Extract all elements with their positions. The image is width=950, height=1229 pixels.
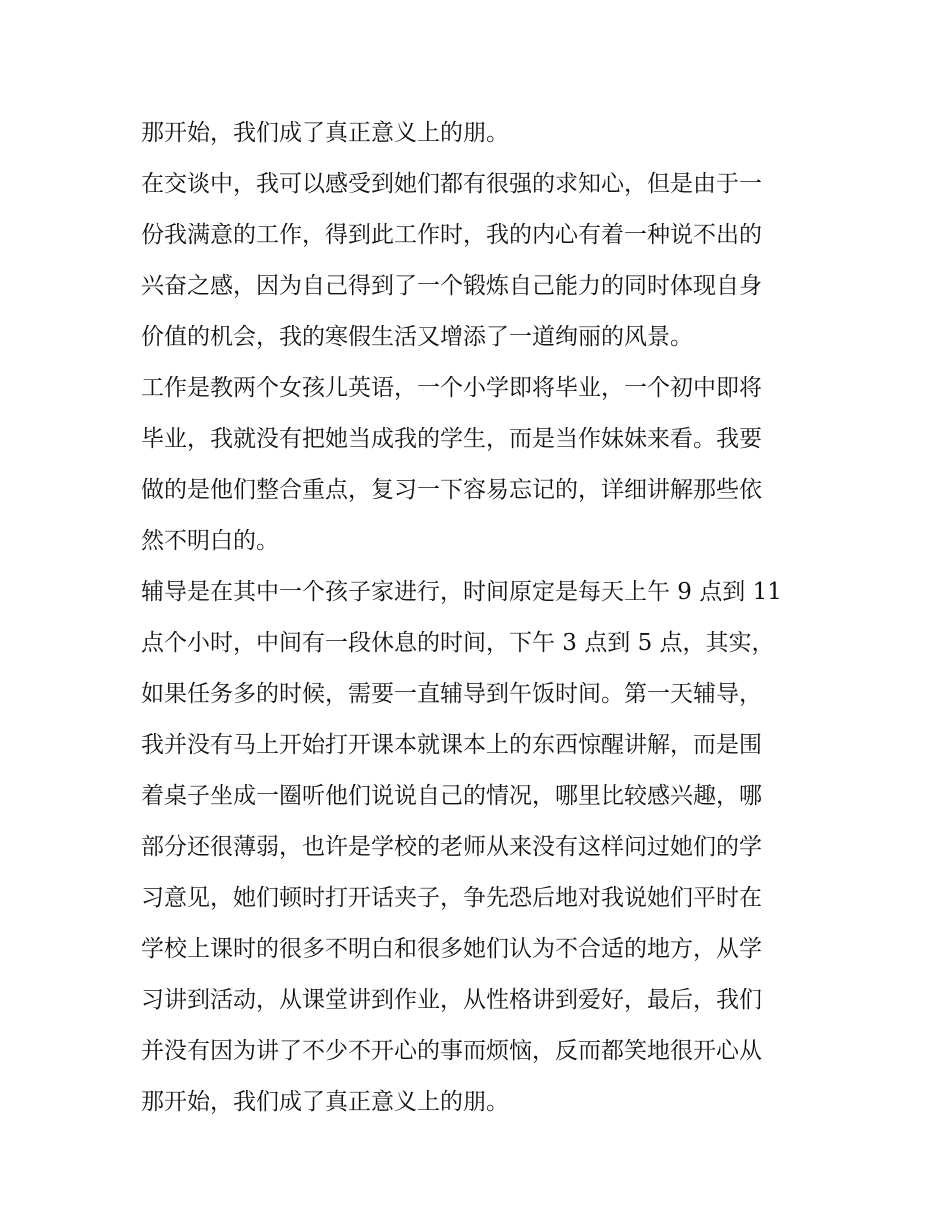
- text-line: 那开始，我们成了真正意义上的朋。: [141, 120, 509, 146]
- text-line: 着桌子坐成一圈听他们说说自己的情况，哪里比较感兴趣，哪: [141, 783, 762, 809]
- text-line: 部分还很薄弱，也许是学校的老师从来没有这样问过她们的学: [141, 834, 762, 860]
- text-line: 点个小时，中间有一段休息的时间，下午 3 点到 5 点，其实，: [141, 630, 775, 656]
- text-line: 我并没有马上开始打开课本就课本上的东西惊醒讲解，而是围: [141, 732, 762, 758]
- text-line: 习意见，她们顿时打开话夹子，争先恐后地对我说她们平时在: [141, 885, 762, 911]
- text-line: 工作是教两个女孩儿英语，一个小学即将毕业，一个初中即将: [141, 375, 762, 401]
- text-line: 份我满意的工作，得到此工作时，我的内心有着一种说不出的: [141, 222, 762, 248]
- text-line: 习讲到活动，从课堂讲到作业，从性格讲到爱好，最后，我们: [141, 987, 762, 1013]
- text-line: 毕业，我就没有把她当成我的学生，而是当作妹妹来看。我要: [141, 426, 762, 452]
- text-line: 然不明白的。: [141, 528, 279, 554]
- text-line: 兴奋之感，因为自己得到了一个锻炼自己能力的同时体现自身: [141, 273, 762, 299]
- text-line: 做的是他们整合重点，复习一下容易忘记的，详细讲解那些依: [141, 477, 762, 503]
- document-body: [141, 108, 821, 1128]
- text-line: 如果任务多的时候，需要一直辅导到午饭时间。第一天辅导，: [141, 681, 762, 707]
- text-line: 并没有因为讲了不少不开心的事而烦恼，反而都笑地很开心从: [141, 1038, 762, 1064]
- text-line: 在交谈中，我可以感受到她们都有很强的求知心，但是由于一: [141, 171, 762, 197]
- text-line: 那开始，我们成了真正意义上的朋。: [141, 1089, 509, 1115]
- text-line: 价值的机会，我的寒假生活又增添了一道绚丽的风景。: [141, 324, 693, 350]
- text-line: 学校上课时的很多不明白和很多她们认为不合适的地方，从学: [141, 936, 762, 962]
- text-line: 辅导是在其中一个孩子家进行，时间原定是每天上午 9 点到 11: [141, 579, 782, 605]
